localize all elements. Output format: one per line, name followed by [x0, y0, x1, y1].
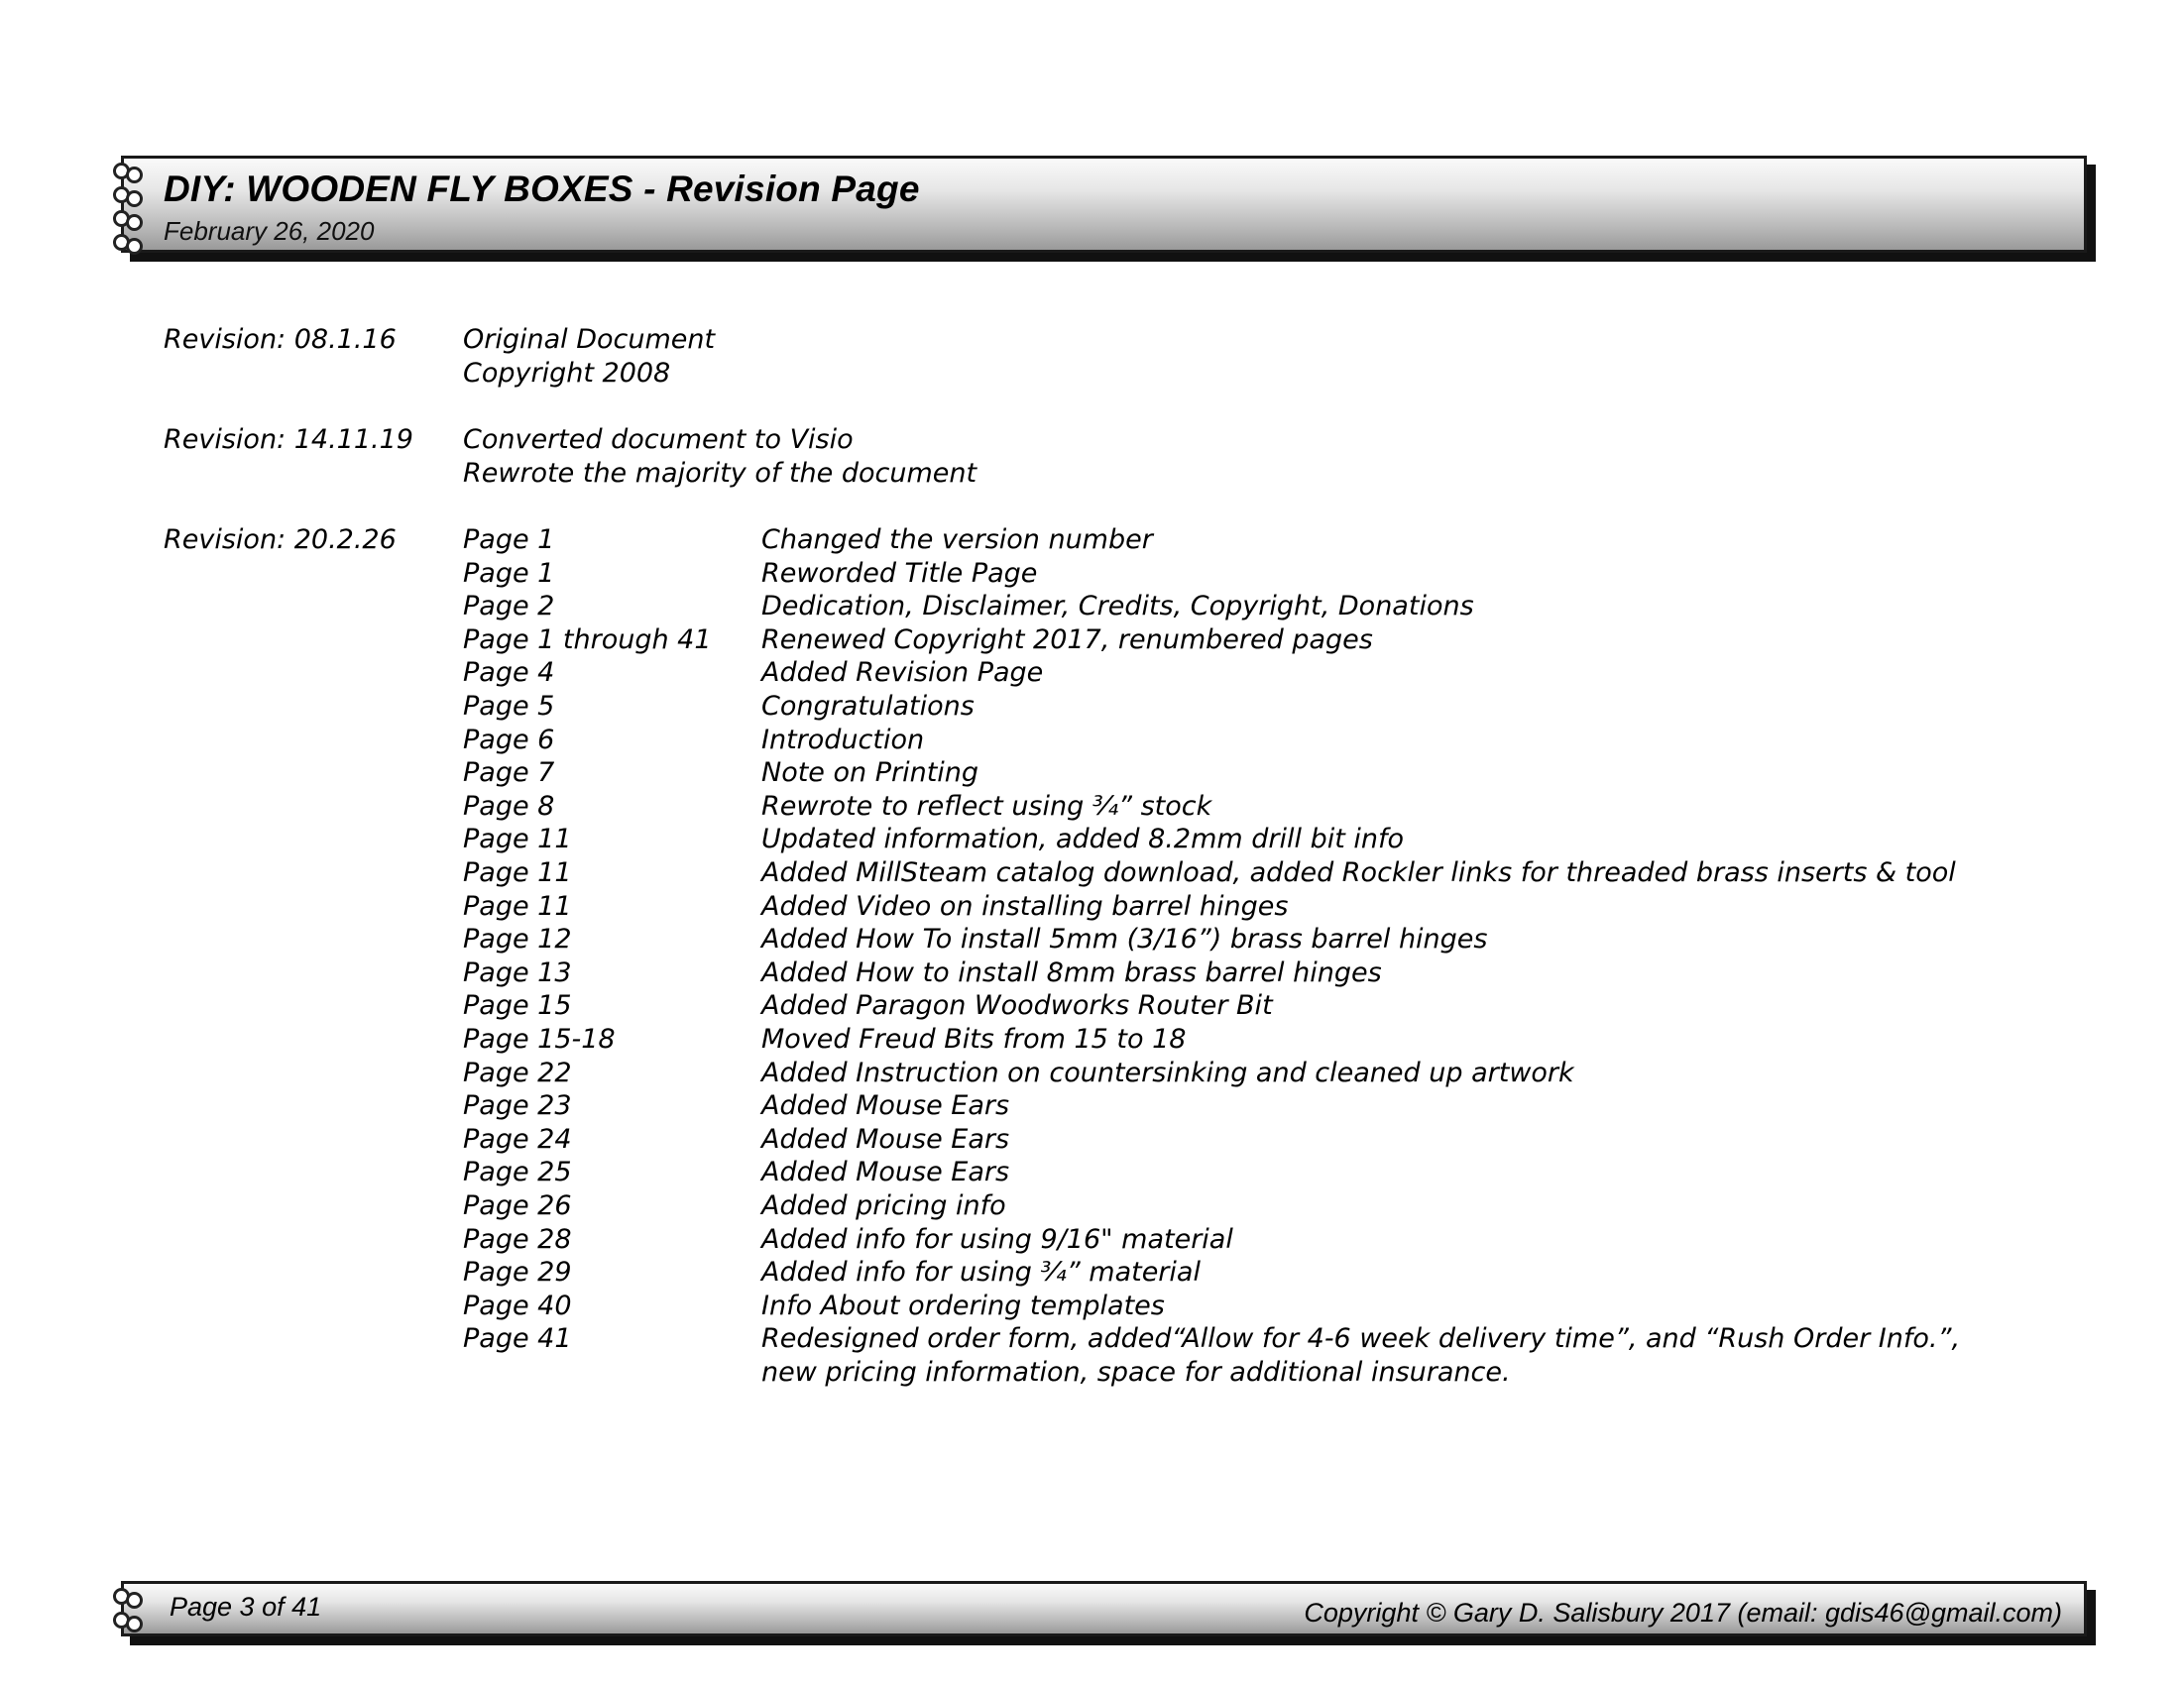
revision-note: Original Document — [463, 324, 716, 355]
entry-change: Added Mouse Ears — [761, 1157, 1010, 1187]
revision-note: Rewrote the majority of the document — [463, 458, 977, 489]
copyright-notice: Copyright © Gary D. Salisbury 2017 (email: gdis46@gmail.com) — [1304, 1598, 2062, 1628]
revision-note: Copyright 2008 — [463, 358, 671, 389]
entry-change: Added Instruction on countersinking and cleaned up artwork — [761, 1058, 1574, 1088]
entry-change: Added Mouse Ears — [761, 1090, 1010, 1121]
entry-change: Changed the version number — [761, 524, 1153, 555]
entry-page: Page 4 — [463, 657, 555, 688]
document-date: February 26, 2020 — [164, 216, 375, 246]
entry-change: Moved Freud Bits from 15 to 18 — [761, 1024, 1187, 1055]
entry-change: Introduction — [761, 725, 925, 755]
entry-change: Added How To install 5mm (3/16”) brass barrel hinges — [761, 924, 1488, 955]
entry-change: Added Paragon Woodworks Router Bit — [761, 990, 1273, 1021]
entry-change: Added Revision Page — [761, 657, 1044, 688]
entry-page: Page 15 — [463, 990, 572, 1021]
revision-note: Converted document to Visio — [463, 424, 854, 455]
entry-change: Reworded Title Page — [761, 558, 1038, 589]
spiral-binding-icon — [113, 1584, 143, 1639]
entry-change: Rewrote to reflect using ¾” stock — [761, 791, 1212, 822]
footer-banner — [121, 1581, 2087, 1636]
entry-page: Page 8 — [463, 791, 555, 822]
entry-page: Page 1 — [463, 558, 555, 589]
page-number: Page 3 of 41 — [170, 1592, 322, 1622]
entry-page: Page 6 — [463, 725, 555, 755]
page-title: DIY: WOODEN FLY BOXES - Revision Page — [164, 169, 920, 209]
entry-page: Page 7 — [463, 757, 555, 788]
entry-page: Page 40 — [463, 1291, 572, 1321]
entry-change: Added pricing info — [761, 1190, 1006, 1221]
entry-page: Page 15-18 — [463, 1024, 616, 1055]
entry-page: Page 12 — [463, 924, 572, 955]
entry-change: Renewed Copyright 2017, renumbered pages — [761, 624, 1373, 655]
entry-page: Page 11 — [463, 824, 572, 854]
entry-change: Updated information, added 8.2mm drill bit info — [761, 824, 1405, 854]
entry-page: Page 1 — [463, 524, 555, 555]
entry-change: Added Video on installing barrel hinges — [761, 891, 1289, 922]
entry-page: Page 2 — [463, 591, 555, 621]
entry-page: Page 29 — [463, 1257, 572, 1288]
entry-change: Dedication, Disclaimer, Credits, Copyright, Donations — [761, 591, 1474, 621]
entry-change-continuation: new pricing information, space for additional insurance. — [761, 1357, 1511, 1388]
entry-page: Page 1 through 41 — [463, 624, 712, 655]
entry-page: Page 41 — [463, 1323, 572, 1354]
revision-label: Revision: 14.11.19 — [164, 424, 413, 455]
entry-page: Page 28 — [463, 1224, 572, 1255]
entry-change: Added info for using ¾” material — [761, 1257, 1201, 1288]
entry-page: Page 23 — [463, 1090, 572, 1121]
entry-page: Page 25 — [463, 1157, 572, 1187]
entry-change: Added info for using 9/16" material — [761, 1224, 1233, 1255]
revision-label: Revision: 08.1.16 — [164, 324, 397, 355]
entry-change: Info About ordering templates — [761, 1291, 1165, 1321]
entry-change: Added Mouse Ears — [761, 1124, 1010, 1155]
entry-page: Page 11 — [463, 891, 572, 922]
entry-page: Page 24 — [463, 1124, 572, 1155]
revision-label: Revision: 20.2.26 — [164, 524, 397, 555]
entry-page: Page 22 — [463, 1058, 572, 1088]
entry-page: Page 26 — [463, 1190, 572, 1221]
entry-change: Congratulations — [761, 691, 975, 722]
entry-change: Added MillSteam catalog download, added Rockler links for threaded brass inserts & tool — [761, 857, 1956, 888]
entry-page: Page 13 — [463, 957, 572, 988]
entry-change: Redesigned order form, added“Allow for 4-6 week delivery time”, and “Rush Order Info.”, — [761, 1323, 1961, 1354]
entry-page: Page 11 — [463, 857, 572, 888]
entry-page: Page 5 — [463, 691, 555, 722]
entry-change: Note on Printing — [761, 757, 979, 788]
entry-change: Added How to install 8mm brass barrel hinges — [761, 957, 1382, 988]
